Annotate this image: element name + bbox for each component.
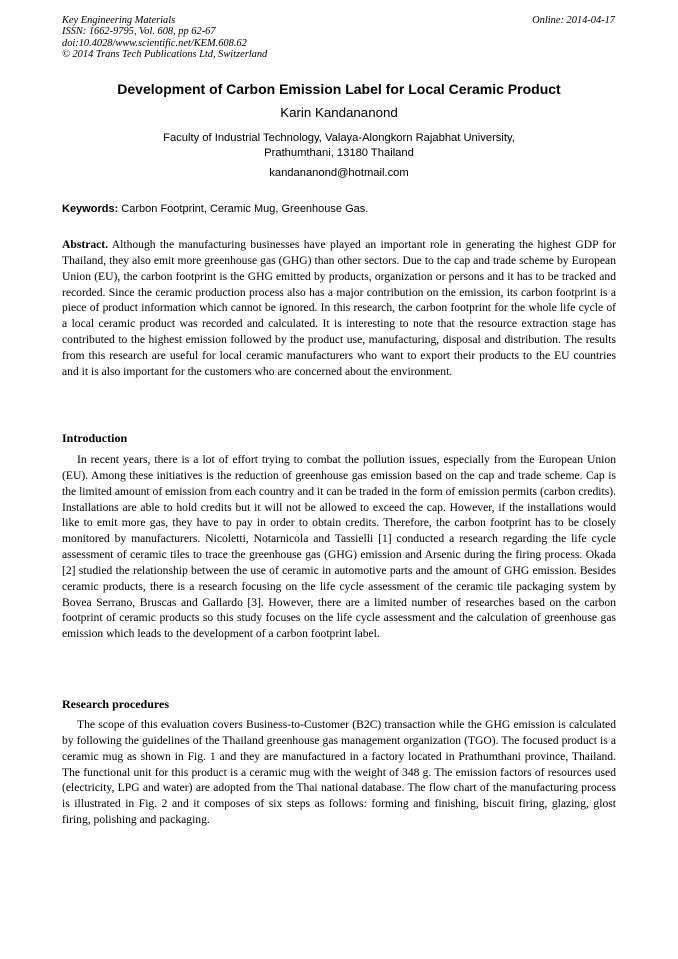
- keywords: [62, 202, 616, 217]
- affiliation: [90, 131, 588, 160]
- abstract: [62, 237, 616, 380]
- affiliation-line-1: Faculty of Industrial Technology, Valaya-Alongkorn Rajabhat University,: [163, 132, 515, 144]
- research-procedures-heading: Research procedures: [62, 697, 169, 711]
- copyright-line: © 2014 Trans Tech Publications Ltd, Switzerland: [62, 49, 268, 61]
- author-email: kandananond@hotmail.com: [269, 167, 409, 179]
- affiliation-line-2: Prathumthani, 13180 Thailand: [264, 146, 414, 159]
- journal-name: Key Engineering Materials: [62, 15, 176, 26]
- abstract-label: Abstract.: [62, 238, 109, 251]
- journal-header: [62, 15, 422, 61]
- introduction-heading: Introduction: [62, 431, 128, 445]
- issn-line: ISSN: 1662-9795, Vol. 608, pp 62-67: [62, 26, 216, 38]
- doi-line: doi:10.4028/www.scientific.net/KEM.608.62: [62, 37, 247, 49]
- author-name: Karin Kandananond: [280, 105, 398, 120]
- abstract-text: Although the manufacturing businesses have played an important role in generating the highest GDP for Thailand, they also emit more greenhouse gas (GHG) than other sectors. Due to the cap and trade scheme by European Union (EU), the carbon footprint is the GHG emitted by products, organization or persons and it has to be tracked and recorded. Since the ceramic production process also has a major contribution on the emission, its carbon footprint is a piece of product information which cannot be ignored. In this research, the carbon footprint for the whole life cycle of a local ceramic product was recorded and calculated. It is interesting to note that the resource extraction stage has contributed to the highest emission followed by the product use, manufacturing, disposal and distribution. The results from this research are useful for local ceramic manufacturers who want to export their products to the EU countries and it is also important for the customers who are concerned about the environment.: [62, 238, 616, 378]
- introduction-text: In recent years, there is a lot of effort trying to combat the pollution issues, especially from the European Union (EU). Among these initiatives is the reduction of greenhouse gas emission based on the cap and trade scheme. Cap is the limited amount of emission from each country and it can be traded in the form of emission permits (carbon credits). Installations are able to hold credits but it will not be allowed to exceed the cap. However, if the installations would like to emit more gas, they have to pay in order to obtain credits. Therefore, the carbon footprint has to be closely monitored by manufacturers. Nicoletti, Notarnicola and Tassielli [1] conducted a research regarding the life cycle assessment of ceramic tiles to trace the greenhouse gas (GHG) emission and Arsenic during the firing process. Okada [2] studied the relationship between the use of ceramic in automotive parts and the amount of GHG emission. Besides ceramic products, there is a research focusing on the life cycle assessment of the ceramic tile packaging system by Bovea Serrano, Bruscas and Gallardo [3]. However, there are a limited number of researches based on the carbon footprint of ceramic products so this study focuses on the life cycle assessment and the calculation of greenhouse gas emission which leads to the development of a carbon footprint label.: [62, 453, 616, 641]
- keywords-label: Keywords:: [62, 203, 119, 215]
- paper-title: Development of Carbon Emission Label for Local Ceramic Product: [117, 81, 561, 97]
- keywords-text: Carbon Footprint, Ceramic Mug, Greenhouse Gas.: [118, 203, 369, 215]
- online-date: Online: 2014-04-17: [532, 15, 615, 26]
- research-procedures-text: The scope of this evaluation covers Business-to-Customer (B2C) transaction while the GHG emission is calculated by following the guidelines of the Thailand greenhouse gas management organization (TGO). The focused product is a ceramic mug as shown in Fig. 1 and they are manufactured in a factory located in Prathumthani province, Thailand. The functional unit for this product is a ceramic mug with the weight of 348 g. The emission factors of resources used (electricity, LPG and water) are adopted from the Thai national database. The flow chart of the manufacturing process is illustrated in Fig. 2 and it composes of six steps as follows: forming and finishing, biscuit firing, glazing, glost firing, polishing and packaging.: [62, 718, 616, 827]
